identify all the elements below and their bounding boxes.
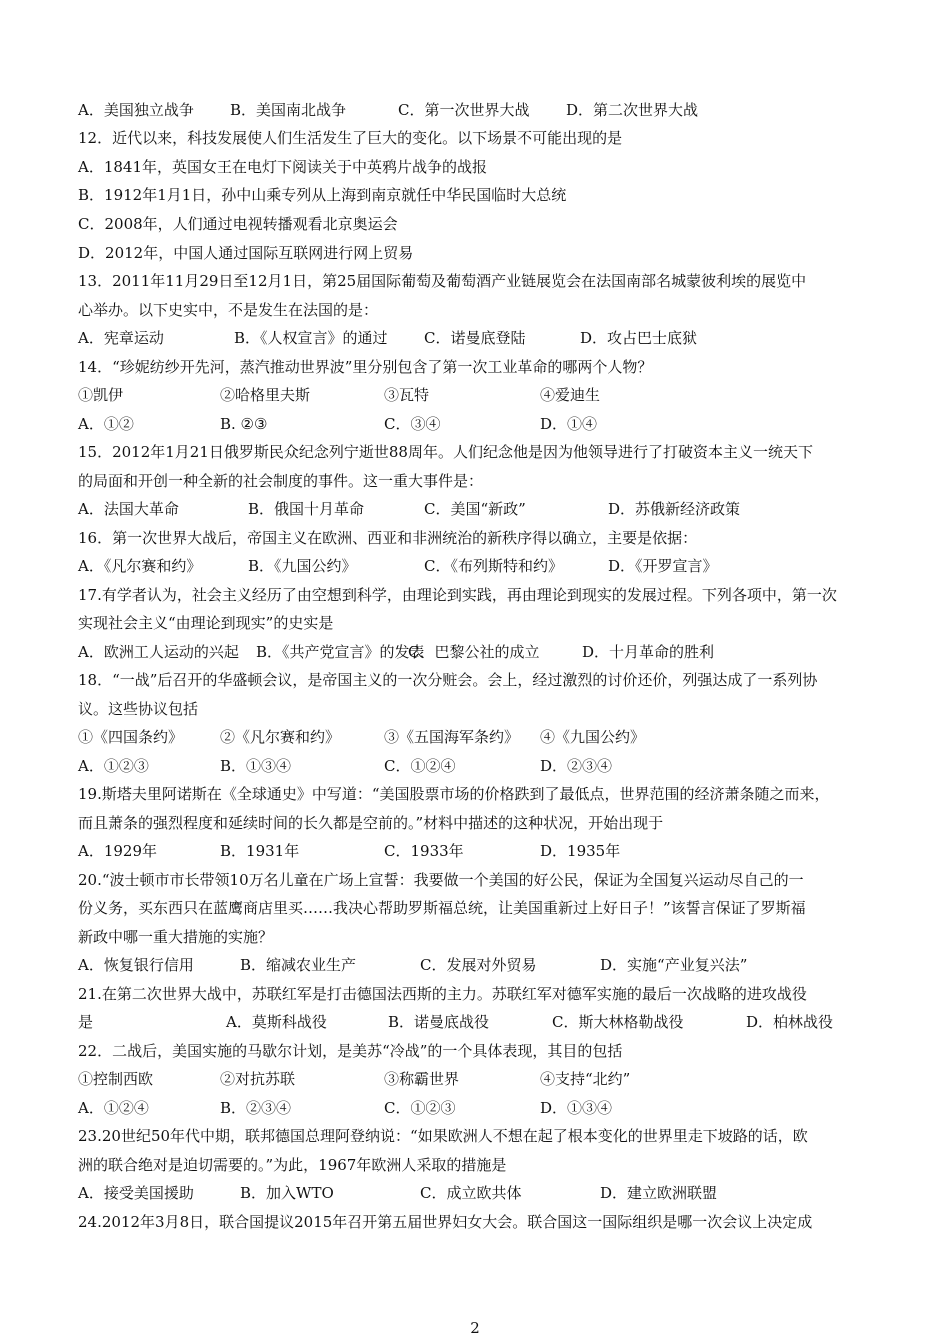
option-item: ①《四国条约》 xyxy=(78,728,184,746)
option-item: B．加入WTO xyxy=(240,1184,334,1202)
question-line: 新政中哪一重大措施的实施？ xyxy=(78,928,274,946)
option-item: C．成立欧共体 xyxy=(420,1184,522,1202)
question-line: 心举办。以下史实中，不是发生在法国的是： xyxy=(78,301,379,319)
question-line: 而且萧条的强烈程度和延续时间的长久都是空前的。”材料中描述的这种状况，开始出现于 xyxy=(78,814,664,832)
option-item: C．③④ xyxy=(384,415,441,433)
option-item: D．柏林战役 xyxy=(746,1013,834,1031)
option-item: ④《九国公约》 xyxy=(540,728,646,746)
option-item: D．建立欧洲联盟 xyxy=(600,1184,718,1202)
option-item: C．《布列斯特和约》 xyxy=(424,557,563,575)
options-row xyxy=(78,727,878,747)
options-row xyxy=(78,1183,878,1203)
options-row xyxy=(78,414,878,434)
option-item: A．《凡尔赛和约》 xyxy=(78,557,202,575)
question-line: C．2008年，人们通过电视转播观看北京奥运会 xyxy=(78,215,398,233)
options-row xyxy=(78,385,878,405)
option-item: A．1929年 xyxy=(78,842,158,860)
option-item: A．接受美国援助 xyxy=(78,1184,194,1202)
option-item: B．《九国公约》 xyxy=(248,557,357,575)
question-line: 17.有学者认为，社会主义经历了由空想到科学，由理论到实践，再由理论到现实的发展过程。下列各项中，第一次 xyxy=(78,586,837,604)
options-row xyxy=(78,556,878,576)
option-item: B．①③④ xyxy=(220,757,292,775)
question-line: 20.“波士顿市市长带领10万名儿童在广场上宣誓：我要做一个美国的好公民，保证为全国复兴运动尽自己的一 xyxy=(78,871,804,889)
option-item: A．莫斯科战役 xyxy=(226,1013,327,1031)
question-line: 18．“一战”后召开的华盛顿会议，是帝国主义的一次分赃会。会上，经过激烈的讨价还价，列强达成了一系列协 xyxy=(78,671,818,689)
question-line: 议。这些协议包括 xyxy=(78,700,199,718)
option-item: C．巴黎公社的成立 xyxy=(408,643,540,661)
question-line: 15．2012年1月21日俄罗斯民众纪念列宁逝世88周年。人们纪念他是因为他领导进行了打破资本主义一统天下 xyxy=(78,443,813,461)
option-item: B. ②③ xyxy=(220,415,268,433)
option-item: A．美国独立战争 xyxy=(78,101,194,119)
option-item: B．②③④ xyxy=(220,1099,292,1117)
options-row xyxy=(78,642,878,662)
question-line: D．2012年，中国人通过国际互联网进行网上贸易 xyxy=(78,244,414,262)
option-item: B．美国南北战争 xyxy=(230,101,347,119)
options-row xyxy=(78,756,878,776)
option-item: ②《凡尔赛和约》 xyxy=(220,728,341,746)
option-item: 是 xyxy=(78,1013,94,1031)
option-item: D．1935年 xyxy=(540,842,621,860)
option-item: C．诺曼底登陆 xyxy=(424,329,526,347)
question-line: 的局面和开创一种全新的社会制度的事件。这一重大事件是： xyxy=(78,472,484,490)
option-item: D．①④ xyxy=(540,415,598,433)
option-item: D．①③④ xyxy=(540,1099,613,1117)
option-item: C．①②④ xyxy=(384,757,456,775)
option-item: ②对抗苏联 xyxy=(220,1070,296,1088)
option-item: B．《人权宣言》的通过 xyxy=(234,329,388,347)
question-line: 23.20世纪50年代中期，联邦德国总理阿登纳说：“如果欧洲人不想在起了根本变化的世界里走下坡路的话，欧 xyxy=(78,1127,808,1145)
question-line: 22．二战后，美国实施的马歇尔计划，是美苏“冷战”的一个具体表现，其目的包括 xyxy=(78,1042,623,1060)
options-row xyxy=(78,1069,878,1089)
option-item: A．①②④ xyxy=(78,1099,149,1117)
option-item: C．1933年 xyxy=(384,842,464,860)
option-item: B．诺曼底战役 xyxy=(388,1013,490,1031)
question-line: A．1841年，英国女王在电灯下阅读关于中英鸦片战争的战报 xyxy=(78,158,488,176)
question-line: 实现社会主义“由理论到现实”的史实是 xyxy=(78,614,334,632)
question-line: 洲的联合绝对是迫切需要的。”为此，1967年欧洲人采取的措施是 xyxy=(78,1156,507,1174)
options-row xyxy=(78,100,878,120)
option-item: A．①②③ xyxy=(78,757,149,775)
question-line: 19.斯塔夫里阿诺斯在《全球通史》中写道：“美国股票市场的价格跌到了最低点，世界范围的经济萧条随之而来， xyxy=(78,785,830,803)
options-row xyxy=(78,328,878,348)
question-line: 16．第一次世界大战后，帝国主义在欧洲、西亚和非洲统治的新秩序得以确立，主要是依据： xyxy=(78,529,698,547)
option-item: ④支持“北约” xyxy=(540,1070,631,1088)
option-item: A．宪章运动 xyxy=(78,329,164,347)
option-item: ③称霸世界 xyxy=(384,1070,460,1088)
question-line: 24.2012年3月8日，联合国提议2015年召开第五届世界妇女大会。联合国这一国际组织是哪一次会议上决定成 xyxy=(78,1213,813,1231)
question-line: B．1912年1月1日，孙中山乘专列从上海到南京就任中华民国临时大总统 xyxy=(78,186,567,204)
option-item: A．①② xyxy=(78,415,134,433)
option-item: B．缩减农业生产 xyxy=(240,956,357,974)
option-item: ①凯伊 xyxy=(78,386,124,404)
option-item: D．实施“产业复兴法” xyxy=(600,956,748,974)
option-item: C．发展对外贸易 xyxy=(420,956,537,974)
option-item: D．攻占巴士底狱 xyxy=(580,329,698,347)
options-row xyxy=(78,955,878,975)
option-item: D．《开罗宣言》 xyxy=(608,557,718,575)
option-item: A．法国大革命 xyxy=(78,500,179,518)
option-item: C．斯大林格勒战役 xyxy=(552,1013,684,1031)
question-line: 12．近代以来，科技发展使人们生活发生了巨大的变化。以下场景不可能出现的是 xyxy=(78,129,623,147)
page-number: 2 xyxy=(470,1319,480,1337)
option-item: B．俄国十月革命 xyxy=(248,500,365,518)
question-line: 14．“珍妮纺纱开先河，蒸汽推动世界波”里分别包含了第一次工业革命的哪两个人物？ xyxy=(78,358,653,376)
option-item: C．美国“新政” xyxy=(424,500,526,518)
option-item: D．苏俄新经济政策 xyxy=(608,500,741,518)
option-item: A．恢复银行信用 xyxy=(78,956,194,974)
option-item: ④爱迪生 xyxy=(540,386,601,404)
option-item: A．欧洲工人运动的兴起 xyxy=(78,643,239,661)
option-item: ③《五国海军条约》 xyxy=(384,728,520,746)
question-line: 份义务，买东西只在蓝鹰商店里买……我决心帮助罗斯福总统，让美国重新过上好日子！”该誓言保证了罗斯福 xyxy=(78,899,806,917)
options-row xyxy=(78,1012,878,1032)
option-item: B．1931年 xyxy=(220,842,300,860)
option-item: ③瓦特 xyxy=(384,386,430,404)
options-row xyxy=(78,1098,878,1118)
option-item: C．第一次世界大战 xyxy=(398,101,530,119)
option-item: ①控制西欧 xyxy=(78,1070,154,1088)
options-row xyxy=(78,841,878,861)
option-item: ②哈格里夫斯 xyxy=(220,386,311,404)
option-item: D．②③④ xyxy=(540,757,613,775)
options-row xyxy=(78,499,878,519)
question-line: 21.在第二次世界大战中，苏联红军是打击德国法西斯的主力。苏联红军对德军实施的最后一次战略的进攻战役 xyxy=(78,985,807,1003)
option-item: C．①②③ xyxy=(384,1099,456,1117)
option-item: D．第二次世界大战 xyxy=(566,101,699,119)
option-item: B．《共产党宣言》的发表 xyxy=(256,643,425,661)
question-line: 13．2011年11月29日至12月1日，第25届国际葡萄及葡萄酒产业链展览会在法国南部名城蒙彼利埃的展览中 xyxy=(78,272,807,290)
option-item: D．十月革命的胜利 xyxy=(582,643,715,661)
